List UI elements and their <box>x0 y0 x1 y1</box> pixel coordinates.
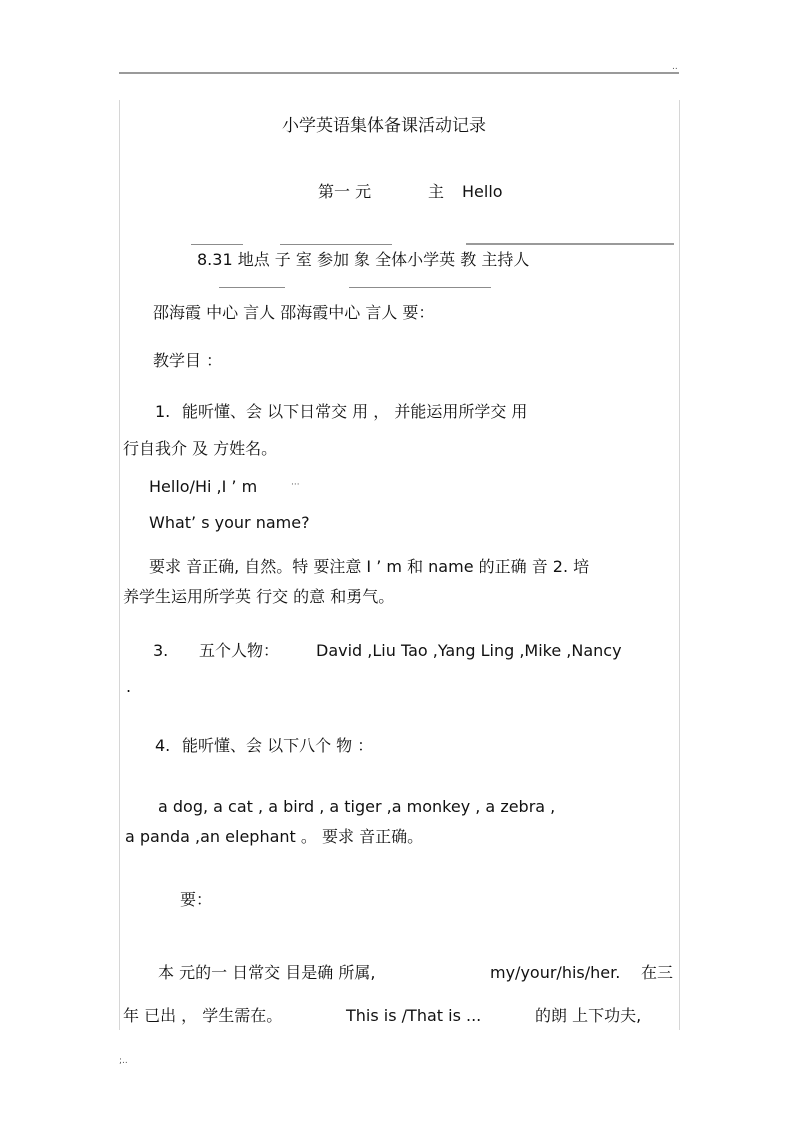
phrase-hello-ellipsis: ··· <box>291 480 300 490</box>
underline-speaker <box>349 287 491 288</box>
item1-number: 1. <box>155 402 171 421</box>
key-para-line2-c: 的朗 上下功夫, <box>535 1006 642 1025</box>
underline-date <box>191 244 243 245</box>
underline-place <box>280 244 392 245</box>
key-para-line1-b: my/your/his/her. <box>490 963 621 982</box>
key-para-line2-a: 年 已出 ， 学生需在。 <box>123 1006 283 1025</box>
header-corner-mark: .. <box>672 62 678 72</box>
speaker-line: 邵海霞 中心 言人 邵海霞中心 言人 要： <box>153 303 435 322</box>
item1-line2: 行自我介 及 方姓名。 <box>123 439 278 458</box>
key-para-line2-b: This is /That is ... <box>346 1006 482 1025</box>
item3-number: 3. <box>153 641 169 660</box>
item4-text: 能听懂、会 以下八个 物 ： <box>182 736 374 755</box>
phrase-whats-your-name: What’ s your name? <box>149 513 310 532</box>
item4-number: 4. <box>155 736 171 755</box>
item3-names: David ,Liu Tao ,Yang Ling ,Mike ,Nancy <box>316 641 622 660</box>
footer-mark: ;.. <box>119 1056 128 1066</box>
item1-line1: 能听懂、会 以下日常交 用 ， 并能运用所学交 用 <box>182 402 528 421</box>
animals-line1: a dog, a cat , a bird , a tiger ,a monkey , a zebra , <box>158 797 556 816</box>
requirement-line2: 养学生运用所学英 行交 的意 和勇气。 <box>123 587 395 606</box>
animals-line2: a panda ,an elephant 。 要求 音正确。 <box>125 827 424 846</box>
theme-label: 主 <box>428 182 445 201</box>
unit-label: 第一 元 <box>318 182 372 201</box>
objectives-label: 教学目 ： <box>153 351 223 370</box>
meeting-info-line: 8.31 地点 子 室 参加 象 全体小学英 教 主持人 <box>197 250 530 269</box>
content-frame-right <box>679 100 680 1030</box>
unit-theme-word: Hello <box>462 182 503 201</box>
underline-participants <box>466 243 674 245</box>
document-title: 小学英语集体备课活动记录 <box>282 116 486 136</box>
phrase-hello: Hello/Hi ,I ’ m <box>149 477 258 496</box>
key-para-line1-a: 本 元的一 日常交 目是确 所属, <box>158 963 376 982</box>
item3-tail: . <box>126 677 132 696</box>
requirement-line1: 要求 音正确, 自然。特 要注意 I ’ m 和 name 的正确 音 2. 培 <box>149 557 590 576</box>
content-frame-left <box>119 100 120 1030</box>
underline-host <box>219 287 285 288</box>
item3-label: 五个人物： <box>199 641 280 660</box>
key-points-label: 要： <box>180 890 213 909</box>
key-para-line1-c: 在三 <box>641 963 674 982</box>
header-rule <box>119 72 679 74</box>
